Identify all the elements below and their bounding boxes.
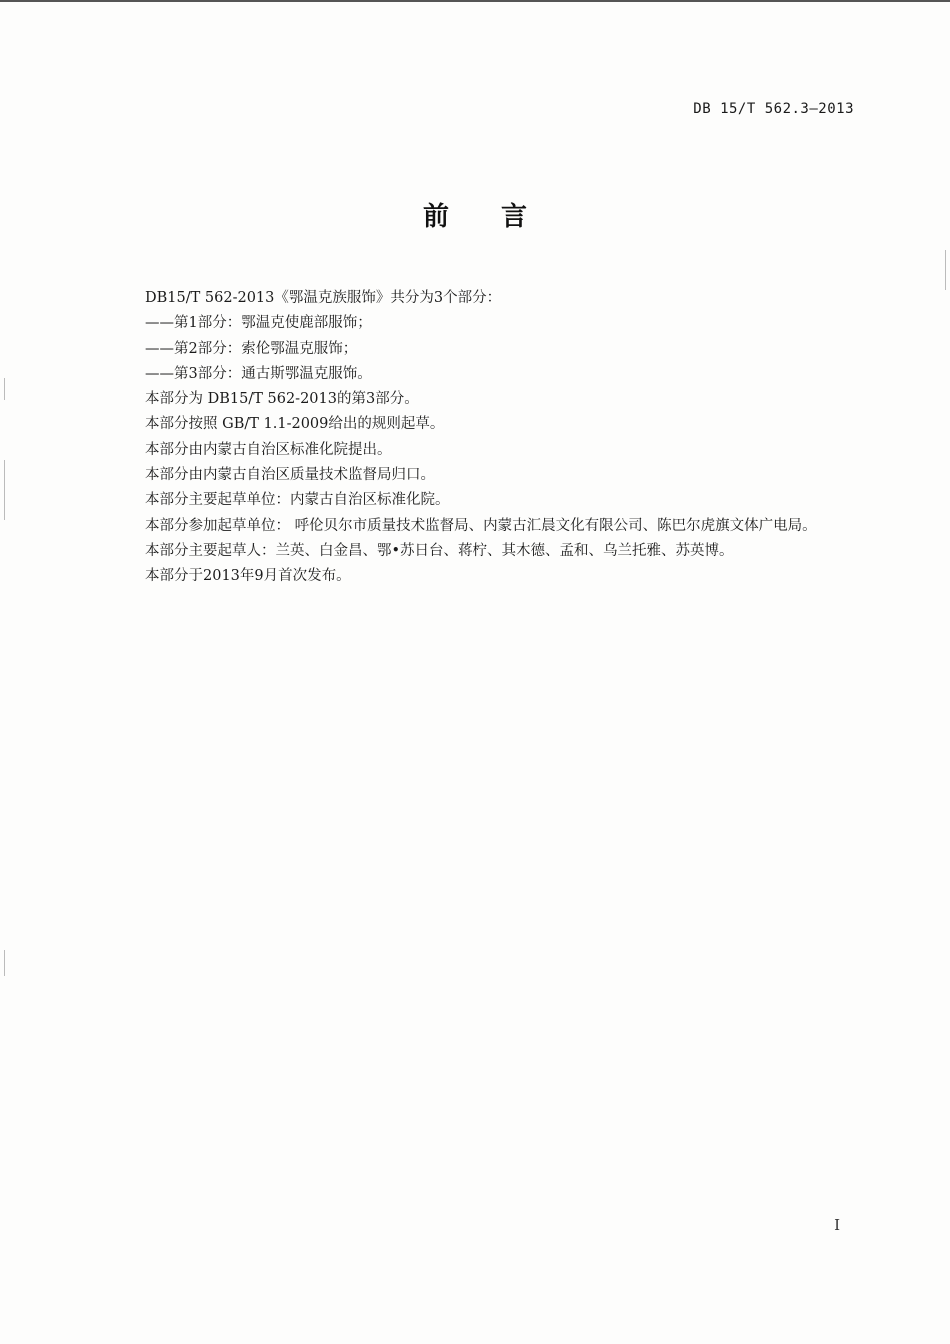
page-number: I [834,1216,840,1234]
paragraph: 本部分为 DB15/T 562-2013的第3部分。 [145,391,419,408]
scan-artifact [4,460,5,520]
scan-artifact [945,250,946,290]
paragraph: ——第3部分：通古斯鄂温克服饰。 [145,365,372,382]
paragraph: ——第2部分：索伦鄂温克服饰； [145,340,358,357]
paragraph: 本部分主要起草人：兰英、白金昌、鄂•苏日台、蒋柠、其木德、孟和、乌兰托雅、苏英博。 [145,542,734,559]
top-border-line [0,0,950,2]
page-title: 前言 [422,202,579,232]
paragraph: 本部分主要起草单位：内蒙古自治区标准化院。 [145,492,450,509]
paragraph: 本部分于2013年9月首次发布。 [145,568,351,585]
scan-artifact [4,950,5,976]
document-code: DB 15/T 562.3—2013 [693,101,854,117]
paragraph: 本部分参加起草单位： 呼伦贝尔市质量技术监督局、内蒙古汇晨文化有限公司、陈巴尔虎旗文体广电局。 [145,517,817,534]
scan-artifact [4,378,5,400]
paragraph: 本部分按照 GB/T 1.1-2009给出的规则起草。 [145,416,445,433]
paragraph: ——第1部分：鄂温克使鹿部服饰； [145,315,372,332]
paragraph: DB15/T 562-2013《鄂温克族服饰》共分为3个部分： [145,290,502,306]
foreword-body [110,286,855,590]
paragraph: 本部分由内蒙古自治区标准化院提出。 [145,441,392,458]
paragraph: 本部分由内蒙古自治区质量技术监督局归口。 [145,467,435,484]
